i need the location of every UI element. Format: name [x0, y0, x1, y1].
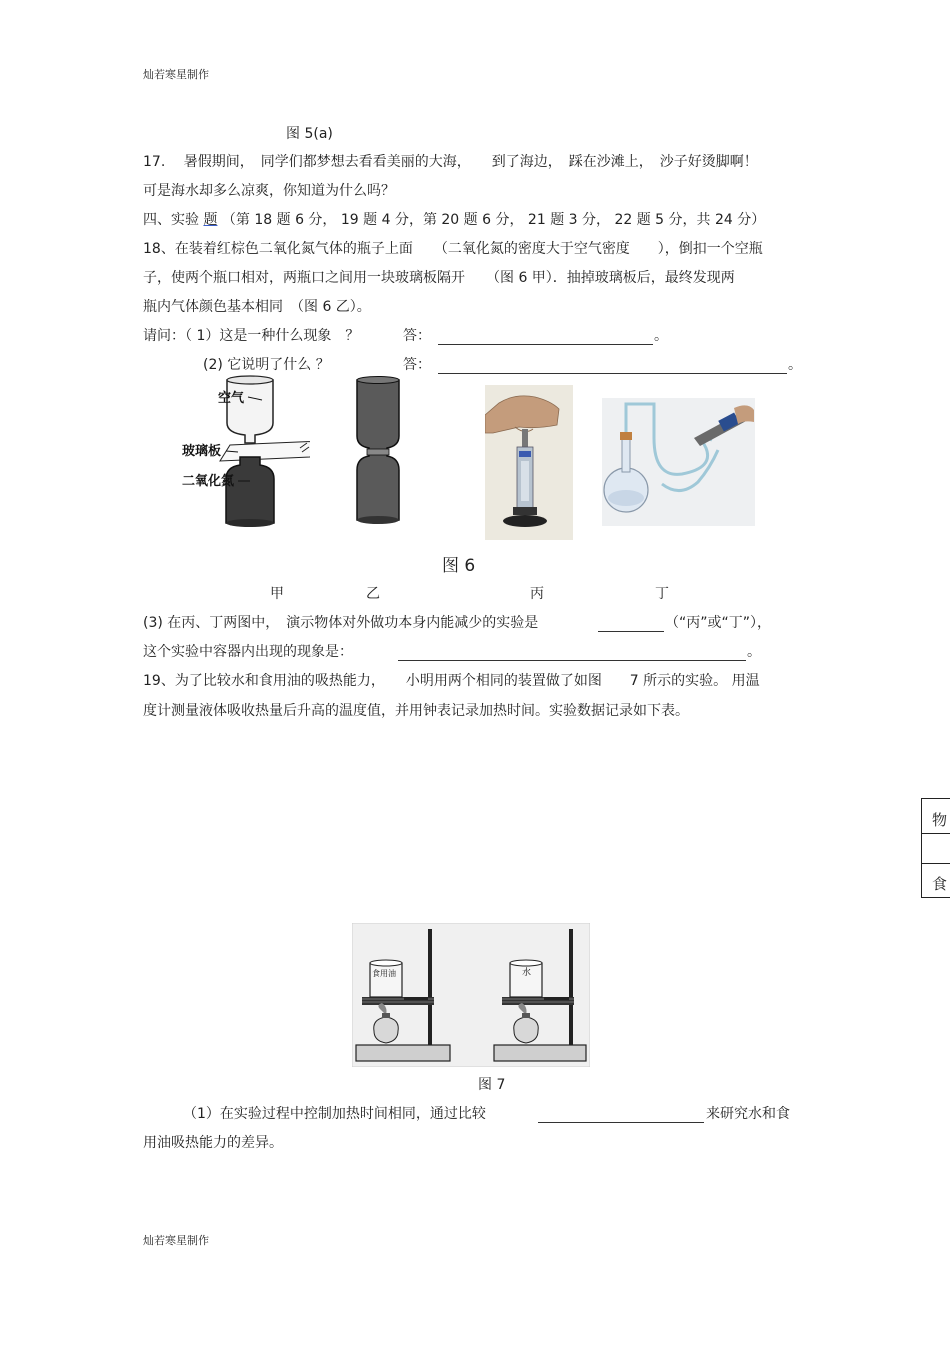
figure-6-yi-diagram: [353, 376, 403, 526]
section-4-suffix: （第 18 题 6 分， 19 题 4 分，第 20 题 6 分， 21 题 3 分， 22 题 5 分，共 24 分）: [221, 212, 766, 228]
question-18-3-line-2-end: 。: [747, 644, 761, 660]
question-19-1-line-2: 用油吸热能力的差异。: [143, 1135, 283, 1151]
question-17-line-1: 17. 暑假期间， 同学们都梦想去看看美丽的大海， 到了海边， 踩在沙滩上， 沙子好烫脚啊！: [143, 154, 758, 170]
question-19-1-line-1-tail: 来研究水和食: [706, 1106, 790, 1122]
label-glass-plate: 玻璃板: [182, 444, 222, 459]
question-19-line-1: 19、为了比较水和食用油的吸热能力， 小明用两个相同的装置做了如图 7 所示的实验。 用温: [143, 673, 760, 689]
label-water: 水: [522, 968, 532, 978]
section-4-underlined: 题: [203, 212, 218, 228]
question-19-1-line-1: （1）在实验过程中控制加热时间相同，通过比较: [183, 1106, 486, 1122]
label-cooking-oil: 食用油: [372, 969, 396, 978]
question-18-3-line-1-tail: （“丙”或“丁”），: [665, 615, 772, 631]
figure-7-diagram: [352, 923, 590, 1067]
figure-6-sub-jia: 甲: [270, 586, 284, 602]
page-header: 灿若寒星制作: [143, 68, 209, 81]
question-18-ask-1: 请问：（ 1）这是一种什么现象 ？: [143, 328, 360, 344]
question-18-ask-2-answer-label: 答：: [403, 357, 431, 373]
question-17-line-2: 可是海水却多么凉爽，你知道为什么吗？: [143, 183, 395, 199]
question-18-3-line-1: (3) 在丙、丁两图中， 演示物体对外做功本身内能减少的实验是: [143, 615, 539, 631]
question-18-line-1: 18、在装着红棕色二氧化氮气体的瓶子上面 （二氧化氮的密度大于空气密度 ），倒扣一个空瓶: [143, 241, 763, 257]
question-19-1-blank[interactable]: [538, 1108, 704, 1123]
question-18-3-blank-1[interactable]: [598, 617, 664, 632]
page-footer: 灿若寒星制作: [143, 1234, 209, 1247]
question-18-ask-1-end: 。: [654, 328, 668, 344]
question-18-line-2: 子，使两个瓶口相对，两瓶口之间用一块玻璃板隔开 （图 6 甲）．抽掉玻璃板后，最终发现两: [143, 270, 735, 286]
label-no2: 二氧化氮: [182, 474, 235, 489]
section-4-prefix: 四、实验: [143, 212, 199, 228]
label-air: 空气: [218, 391, 245, 406]
figure-5-caption: 图 5(a): [286, 126, 333, 142]
figure-6-bing-photo: [485, 385, 573, 540]
table-row-divider-2: [922, 863, 950, 864]
question-18-3-blank-2[interactable]: [398, 646, 746, 661]
question-19-line-2: 度计测量液体吸收热量后升高的温度值，并用钟表记录加热时间。实验数据记录如下表。: [143, 703, 689, 719]
question-18-ask-2: (2) 它说明了什么 ？: [203, 357, 330, 373]
figure-6-sub-bing: 丙: [530, 586, 544, 602]
table-cell-1: 物: [932, 811, 948, 829]
figure-6-jia-diagram: [180, 375, 310, 530]
data-table-fragment: [921, 798, 950, 898]
section-4-heading: [143, 210, 765, 230]
figure-6-ding-photo: [602, 398, 755, 526]
figure-7-caption: 图 7: [478, 1077, 506, 1093]
figure-6-sub-yi: 乙: [366, 586, 380, 602]
question-18-ask-1-answer-label: 答：: [403, 328, 431, 344]
figure-6-sub-ding: 丁: [655, 586, 669, 602]
question-18-3-line-2: 这个实验中容器内出现的现象是：: [143, 644, 353, 660]
question-18-ask-1-answer-blank[interactable]: [438, 330, 653, 345]
question-18-ask-2-answer-blank[interactable]: [438, 359, 787, 374]
figure-6-caption: 图 6: [442, 556, 476, 576]
question-18-line-3: 瓶内气体颜色基本相同 （图 6 乙）。: [143, 299, 371, 315]
table-row-divider-1: [922, 833, 950, 834]
table-cell-3: 食: [932, 875, 948, 893]
question-18-ask-2-end: 。: [788, 357, 802, 373]
